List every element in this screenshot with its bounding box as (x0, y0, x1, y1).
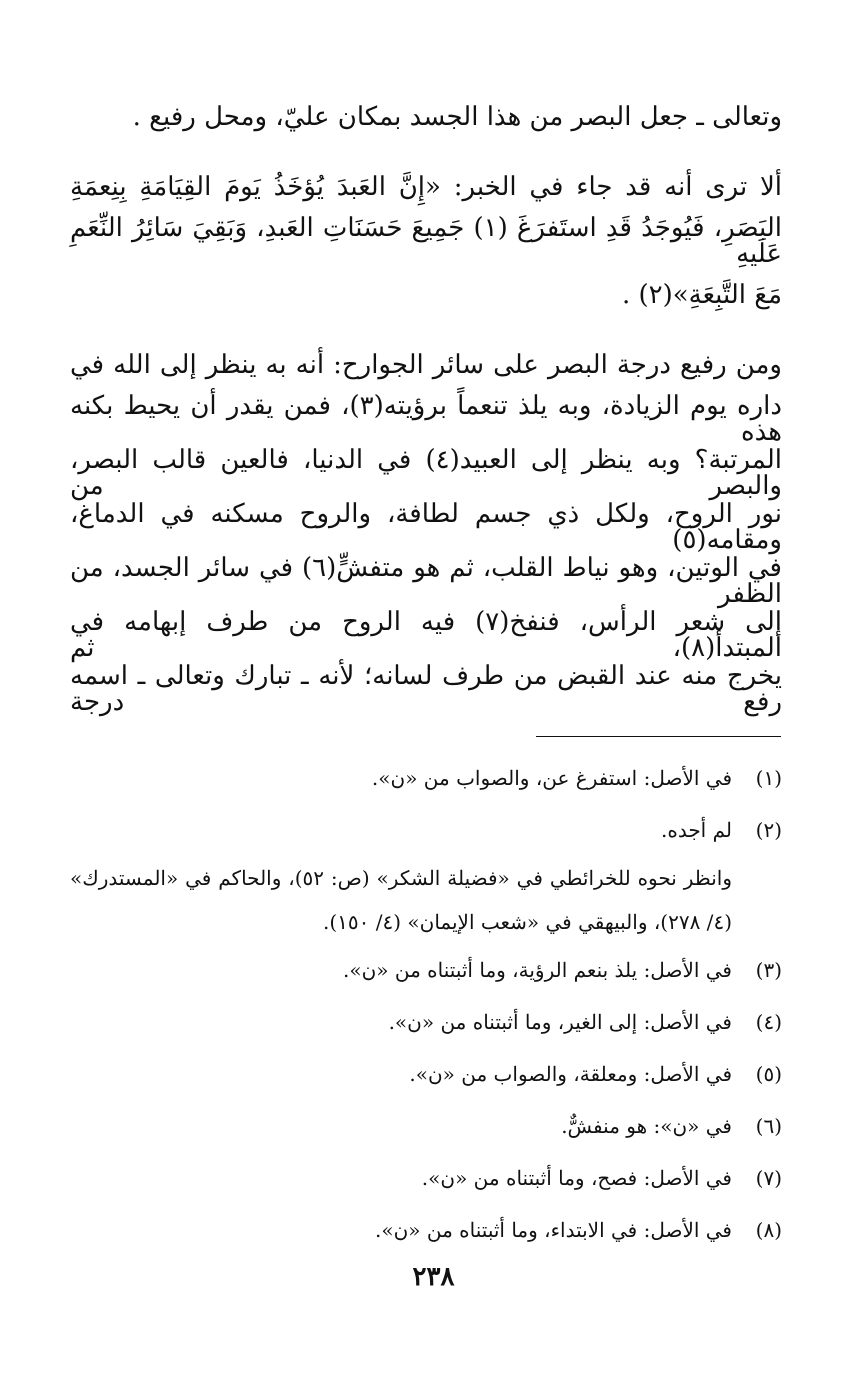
footnote-number: (٣) (755, 958, 782, 982)
text-line-content: البَصَرِ، فَيُوجَدُ قَدِ استَفرَغَ (١) جَمِيعَ حَسَنَاتِ العَبدِ، وَبَقِيَ سَائِرُ النِّعَمِ عَلَيهِ (70, 213, 782, 269)
footnote-text: في الأصل: ومعلقة، والصواب من «ن». (409, 1062, 732, 1086)
text-line (70, 446, 782, 500)
footnote (70, 752, 782, 804)
text-line-content: ومن رفيع درجة البصر على سائر الجوارح: أنه به ينظر إلى الله في (70, 350, 782, 380)
text-line (70, 662, 782, 716)
text-line (70, 160, 782, 214)
text-line (70, 500, 782, 554)
footnote-number: (١) (755, 766, 782, 790)
footnote (70, 944, 782, 996)
footnote (70, 996, 782, 1048)
text-line-content: المرتبة؟ وبه ينظر إلى العبيد(٤) في الدنيا، فالعين قالب البصر، والبصر من (70, 445, 782, 501)
text-line (70, 90, 782, 144)
footnote-continuation (70, 900, 782, 944)
footnote-text: في «ن»: هو منفشٌّ. (561, 1114, 732, 1138)
text-line-content: في الوتين، وهو نياط القلب، ثم هو متفشٍّ(٦) في سائر الجسد، من الظفر (70, 553, 782, 609)
footnote-text: في الأصل: استفرغ عن، والصواب من «ن». (371, 766, 732, 790)
footnote-separator (536, 736, 781, 737)
text-line (70, 554, 782, 608)
text-line (70, 608, 782, 662)
footnote (70, 804, 782, 856)
text-line-content: يخرج منه عند القبض من طرف لسانه؛ لأنه ـ تبارك وتعالى ـ اسمه رفع درجة (70, 661, 782, 717)
footnote-text: وانظر نحوه للخرائطي في «فضيلة الشكر» (ص: ٥٢)، والحاكم في «المستدرك» (70, 866, 732, 890)
footnote-number: (٨) (755, 1218, 782, 1242)
footnote-text: في الأصل: فصح، وما أثبتناه من «ن». (421, 1166, 732, 1190)
footnote-number: (٤) (755, 1010, 782, 1034)
footnote-text: (٤/ ٢٧٨)، والبيهقي في «شعب الإيمان» (٤/ ١٥٠). (322, 910, 732, 934)
text-line-content: نور الروح، ولكل ذي جسم لطافة، والروح مسكنه في الدماغ، ومقامه(٥) (70, 499, 782, 555)
footnote-continuation (70, 856, 782, 900)
footnote-number: (٦) (755, 1114, 782, 1138)
footnote (70, 1152, 782, 1204)
footnote (70, 1048, 782, 1100)
footnote-text: في الأصل: يلذ بنعم الرؤية، وما أثبتناه من «ن». (343, 958, 732, 982)
text-line-content: إلى شعر الرأس، فنفخ(٧) فيه الروح من طرف إبهامه في المبتدأ(٨)، ثم (70, 607, 782, 663)
text-line (70, 338, 782, 392)
footnote-number: (٢) (755, 818, 782, 842)
footnote (70, 1100, 782, 1152)
text-line (70, 214, 782, 268)
footnote-text: لم أجده. (660, 818, 732, 842)
text-line-content: مَعَ التَّبِعَةِ»(٢) . (621, 280, 782, 310)
footnotes (70, 752, 782, 1256)
text-line-content: وتعالى ـ جعل البصر من هذا الجسد بمكان عليّ، ومحل رفيع . (132, 102, 782, 132)
footnote (70, 1204, 782, 1256)
footnote-text: في الأصل: إلى الغير، وما أثبتناه من «ن». (388, 1010, 732, 1034)
text-line (70, 392, 782, 446)
text-line-content: داره يوم الزيادة، وبه يلذ تنعماً برؤيته(٣)، فمن يقدر أن يحيط بكنه هذه (70, 391, 782, 447)
text-line-content: ألا ترى أنه قد جاء في الخبر: «إِنَّ العَبدَ يُؤخَذُ يَومَ القِيَامَةِ بِنِعمَةِ (70, 172, 782, 202)
main-text (70, 90, 782, 716)
footnote-number: (٧) (755, 1166, 782, 1190)
footnote-number: (٥) (755, 1062, 782, 1086)
text-line (70, 268, 782, 322)
page-number: ٢٣٨ (412, 1262, 455, 1292)
footnote-text: في الأصل: في الابتداء، وما أثبتناه من «ن». (375, 1218, 732, 1242)
